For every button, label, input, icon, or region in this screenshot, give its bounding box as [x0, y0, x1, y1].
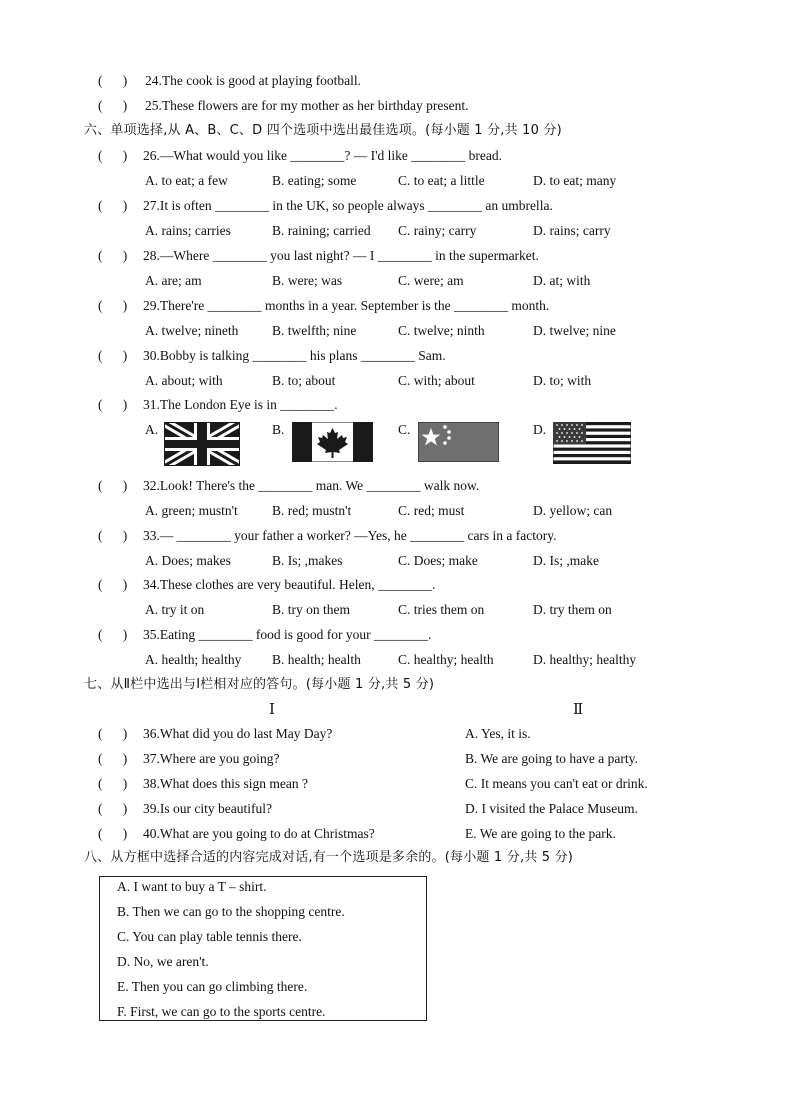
option-b[interactable]: B. twelfth; nine [272, 323, 357, 338]
box-option-b: B. Then we can go to the shopping centre. [117, 904, 345, 919]
option-d[interactable]: D. try them on [533, 602, 612, 617]
question-text: — ________ your father a worker? —Yes, he ________ cars in a factory. [159, 528, 557, 543]
box-option-a: A. I want to buy a T – shirt. [117, 879, 267, 894]
question-text: Look! There's the ________ man. We ________ walk now. [159, 478, 480, 493]
options-30 [0, 370, 785, 392]
options-35 [0, 649, 785, 671]
option-c[interactable]: C. to eat; a little [398, 173, 485, 188]
option-b[interactable]: B. Is; ,makes [272, 553, 343, 568]
answer-choice: B. We are going to have a party. [465, 751, 638, 766]
question-number: 38. [143, 776, 160, 791]
question-number: 37. [143, 751, 160, 766]
option-d[interactable]: D. to eat; many [533, 173, 617, 188]
option-c[interactable]: C. Does; make [398, 553, 478, 568]
answer-choice: E. We are going to the park. [465, 826, 616, 841]
option-d[interactable]: D. rains; carry [533, 223, 611, 238]
question-number: 34. [143, 577, 160, 592]
option-c[interactable]: C. [398, 422, 411, 437]
usa-flag-icon[interactable] [553, 422, 631, 464]
option-b[interactable]: B. [272, 422, 285, 437]
answer-choice: C. It means you can't eat or drink. [465, 776, 648, 791]
option-b[interactable]: B. to; about [272, 373, 336, 388]
option-a[interactable]: A. about; with [145, 373, 223, 388]
options-34 [0, 599, 785, 621]
match-row-38 [0, 773, 785, 795]
option-a[interactable]: A. to eat; a few [145, 173, 228, 188]
answer-paren[interactable]: ( ) [98, 298, 128, 313]
option-d[interactable]: D. at; with [533, 273, 591, 288]
option-c[interactable]: C. healthy; health [398, 652, 494, 667]
question-number: 35. [143, 627, 160, 642]
question-text: What are you going to do at Christmas? [159, 826, 375, 841]
option-a[interactable]: A. are; am [145, 273, 202, 288]
answer-paren[interactable]: ( ) [98, 198, 128, 213]
question-text: It is often ________ in the UK, so people always ________ an umbrella. [159, 198, 553, 213]
question-number: 30. [143, 348, 160, 363]
options-31-flags [0, 419, 785, 467]
options-33 [0, 550, 785, 572]
option-b[interactable]: B. raining; carried [272, 223, 371, 238]
question-number: 24. [145, 73, 162, 88]
option-c[interactable]: C. twelve; ninth [398, 323, 485, 338]
answer-paren[interactable]: ( ) [98, 397, 128, 412]
section-7-heading-line [0, 674, 785, 696]
answer-choice: D. I visited the Palace Museum. [465, 801, 638, 816]
answer-paren[interactable]: ( ) [98, 248, 128, 263]
question-text: Is our city beautiful? [159, 801, 272, 816]
option-c[interactable]: C. tries them on [398, 602, 485, 617]
section-7-heading: 七、从Ⅱ栏中选出与Ⅰ栏相对应的答句。(每小题 1 分,共 5 分) [84, 677, 435, 692]
question-number: 40. [143, 826, 160, 841]
question-text: These flowers are for my mother as her birthday present. [161, 98, 469, 113]
answer-paren[interactable]: ( ) [98, 627, 128, 642]
question-number: 26. [143, 148, 160, 163]
section-8-heading-line [0, 847, 785, 869]
match-row-36 [0, 723, 785, 745]
option-c[interactable]: C. were; am [398, 273, 464, 288]
option-d[interactable]: D. [533, 422, 547, 437]
section-8-heading: 八、从方框中选择合适的内容完成对话,有一个选项是多余的。(每小题 1 分,共 5 分) [84, 850, 574, 865]
column-2-title: Ⅱ [573, 702, 584, 718]
question-text: These clothes are very beautiful. Helen, ________. [159, 577, 436, 592]
question-28 [0, 245, 785, 267]
option-a[interactable]: A. Does; makes [145, 553, 231, 568]
option-b[interactable]: B. red; mustn't [272, 503, 352, 518]
option-a[interactable]: A. green; mustn't [145, 503, 238, 518]
question-text: Bobby is talking ________ his plans ________ Sam. [159, 348, 446, 363]
question-33 [0, 525, 785, 547]
option-d[interactable]: D. twelve; nine [533, 323, 616, 338]
options-29 [0, 320, 785, 342]
question-text: Where are you going? [159, 751, 280, 766]
option-b[interactable]: B. health; health [272, 652, 361, 667]
option-a[interactable]: A. twelve; nineth [145, 323, 239, 338]
question-number: 33. [143, 528, 160, 543]
answer-paren[interactable]: ( ) [98, 348, 128, 363]
option-a[interactable]: A. rains; carries [145, 223, 231, 238]
question-32 [0, 475, 785, 497]
option-d[interactable]: D. to; with [533, 373, 592, 388]
question-number: 27. [143, 198, 160, 213]
option-b[interactable]: B. eating; some [272, 173, 357, 188]
match-row-37 [0, 748, 785, 770]
uk-flag-icon[interactable] [164, 422, 240, 466]
option-b[interactable]: B. try on them [272, 602, 350, 617]
answer-paren[interactable]: ( ) [98, 826, 128, 841]
box-option-e: E. Then you can go climbing there. [117, 979, 308, 994]
answer-paren[interactable]: ( ) [98, 776, 128, 791]
question-35 [0, 624, 785, 646]
option-c[interactable]: C. with; about [398, 373, 475, 388]
option-d[interactable]: D. yellow; can [533, 503, 613, 518]
option-a[interactable]: A. try it on [145, 602, 205, 617]
option-c[interactable]: C. rainy; carry [398, 223, 477, 238]
question-number: 28. [143, 248, 160, 263]
china-flag-icon[interactable] [418, 422, 499, 462]
question-30 [0, 345, 785, 367]
answer-paren[interactable]: ( ) [98, 148, 128, 163]
options-28 [0, 270, 785, 292]
question-text: The London Eye is in ________. [159, 397, 338, 412]
canada-flag-icon[interactable] [292, 422, 373, 462]
question-27 [0, 195, 785, 217]
option-c[interactable]: C. red; must [398, 503, 465, 518]
option-a[interactable]: A. health; healthy [145, 652, 242, 667]
question-number: 29. [143, 298, 160, 313]
question-26 [0, 145, 785, 167]
answer-paren[interactable]: ( ) [98, 528, 128, 543]
question-34 [0, 574, 785, 596]
section-6-heading: 六、单项选择,从 A、B、C、D 四个选项中选出最佳选项。(每小题 1 分,共 10 分) [84, 123, 562, 138]
question-29 [0, 295, 785, 317]
question-25 [0, 95, 785, 117]
question-31 [0, 394, 785, 416]
answer-paren[interactable]: ( ) [98, 73, 128, 88]
question-text: —Where ________ you last night? — I ________ in the supermarket. [159, 248, 539, 263]
answer-paren[interactable]: ( ) [98, 726, 128, 741]
column-titles [0, 699, 785, 721]
match-row-40 [0, 823, 785, 845]
option-b[interactable]: B. were; was [272, 273, 343, 288]
box-option-d: D. No, we aren't. [117, 954, 209, 969]
answer-paren[interactable]: ( ) [98, 801, 128, 816]
question-number: 31. [143, 397, 160, 412]
answer-choice: A. Yes, it is. [465, 726, 531, 741]
box-option-c: C. You can play table tennis there. [117, 929, 302, 944]
option-d[interactable]: D. Is; ,make [533, 553, 599, 568]
question-text: Eating ________ food is good for your ________. [159, 627, 432, 642]
question-text: There're ________ months in a year. September is the ________ month. [159, 298, 550, 313]
question-text: What did you do last May Day? [159, 726, 333, 741]
options-26 [0, 170, 785, 192]
question-number: 39. [143, 801, 160, 816]
question-text: —What would you like ________? — I'd like ________ bread. [159, 148, 502, 163]
match-row-39 [0, 798, 785, 820]
answer-paren[interactable]: ( ) [98, 751, 128, 766]
section-6-heading-line [0, 120, 785, 142]
question-text: The cook is good at playing football. [161, 73, 361, 88]
question-number: 36. [143, 726, 160, 741]
options-32 [0, 500, 785, 522]
box-option-f: F. First, we can go to the sports centre. [117, 1004, 326, 1019]
question-number: 25. [145, 98, 162, 113]
answer-paren[interactable]: ( ) [98, 577, 128, 592]
question-text: What does this sign mean ? [159, 776, 308, 791]
options-27 [0, 220, 785, 242]
option-a[interactable]: A. [145, 422, 159, 437]
question-24 [0, 70, 785, 92]
option-d[interactable]: D. healthy; healthy [533, 652, 637, 667]
column-1-title: Ⅰ [269, 702, 275, 718]
question-number: 32. [143, 478, 160, 493]
answer-paren[interactable]: ( ) [98, 98, 128, 113]
answer-paren[interactable]: ( ) [98, 478, 128, 493]
